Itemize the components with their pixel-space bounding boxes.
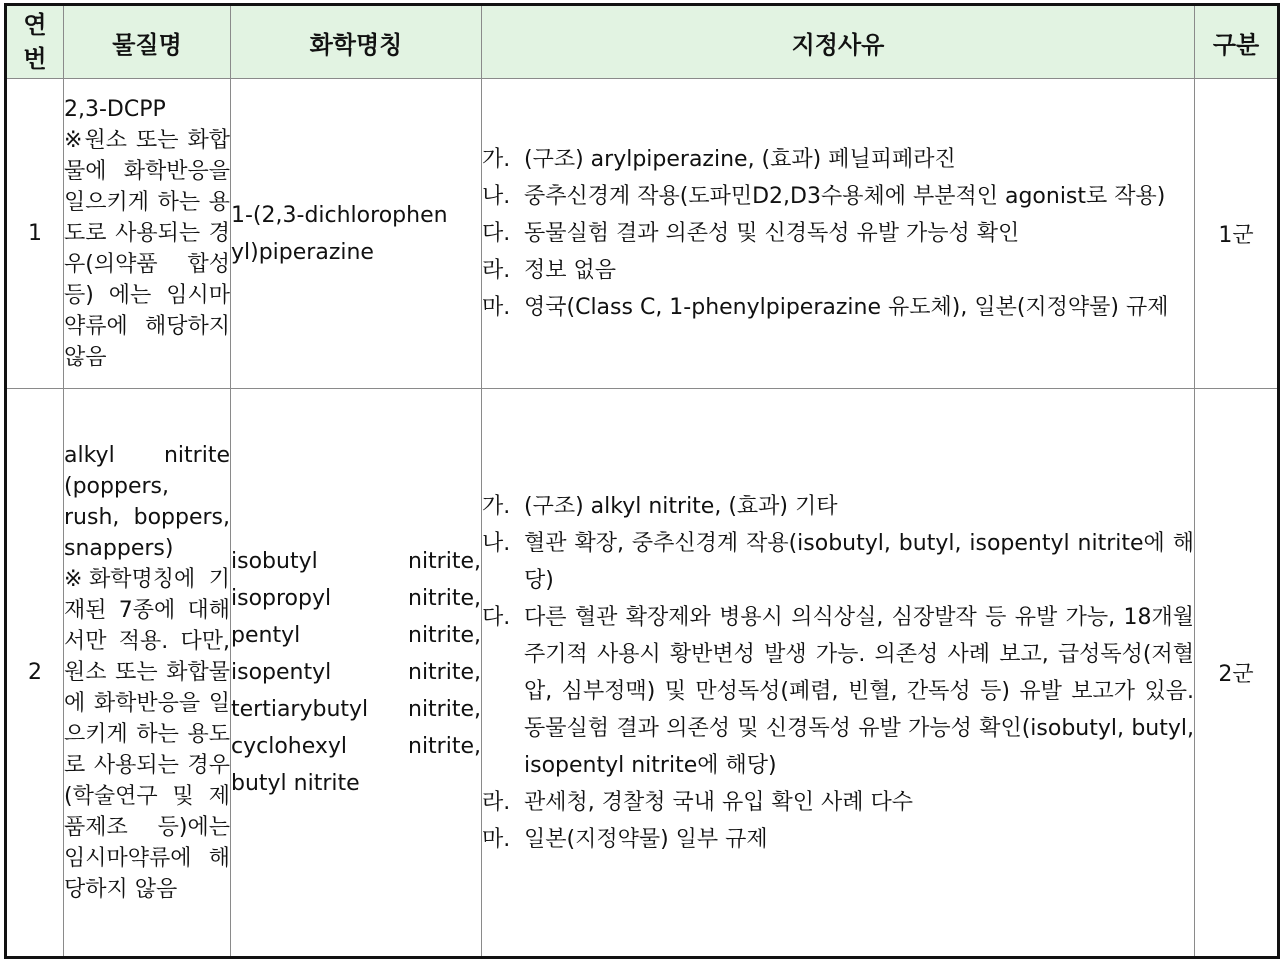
reason-cell xyxy=(482,389,1195,958)
chemical-suffix: nitrite, xyxy=(408,586,481,611)
reason-item xyxy=(482,178,1194,215)
chemical-suffix: nitrite, xyxy=(408,660,481,685)
header-category: 구분 xyxy=(1195,5,1279,79)
chemical-name-line xyxy=(231,728,481,765)
reason-text: 혈관 확장, 중추신경계 작용(isobutyl, butyl, isopentyl nitrite에 해당) xyxy=(524,530,1194,593)
chemical-prefix: cyclohexyl xyxy=(231,734,348,759)
header-substance: 물질명 xyxy=(64,5,231,79)
reason-text: (구조) alkyl nitrite, (효과) 기타 xyxy=(524,493,838,519)
reason-item xyxy=(482,252,1194,289)
chemical-name-cell xyxy=(231,389,482,958)
chemical-prefix: butyl nitrite xyxy=(231,771,360,796)
reason-item xyxy=(482,784,1194,821)
reason-marker: 마. xyxy=(482,295,511,320)
header-row xyxy=(6,5,1279,79)
chemical-suffix: nitrite, xyxy=(408,697,481,722)
reason-marker: 마. xyxy=(482,826,511,852)
chemical-name-line xyxy=(231,580,481,617)
chemical-prefix: isopentyl xyxy=(231,660,332,685)
chemical-name-line xyxy=(231,617,481,654)
reason-text: 관세청, 경찰청 국내 유입 확인 사례 다수 xyxy=(524,789,913,815)
substance-note: ※화학명칭에 기재된 7종에 대해서만 적용. 다만, 원소 또는 화합물에 화학반응을 일으키게 하는 용도로 사용되는 경우(학술연구 및 제품제조 등)에는 임시마약류에 해당하지 않음 xyxy=(64,567,230,902)
reason-item xyxy=(482,141,1194,178)
reason-text: 영국(Class C, 1-phenylpiperazine 유도체), 일본(지정약물) 규제 xyxy=(524,295,1169,320)
chemical-prefix: isobutyl xyxy=(231,549,318,574)
chemical-name-line: 1-(2,3-dichlorophen xyxy=(231,202,448,228)
row-number: 1 xyxy=(6,79,64,389)
chemical-name-line xyxy=(231,691,481,728)
substance-table xyxy=(4,3,1280,959)
reason-item xyxy=(482,215,1194,252)
reason-item xyxy=(482,289,1194,326)
chemical-suffix: nitrite, xyxy=(408,623,481,648)
substance-cell xyxy=(64,79,231,389)
row-number: 2 xyxy=(6,389,64,958)
reason-text: (구조) arylpiperazine, (효과) 페닐피페라진 xyxy=(524,147,956,172)
header-no-line2: 번 xyxy=(23,45,47,73)
header-chemical-name: 화학명칭 xyxy=(231,5,482,79)
reason-marker: 라. xyxy=(482,789,511,815)
chemical-prefix: isopropyl xyxy=(231,586,332,611)
substance-note: ※원소 또는 화합물에 화학반응을 일으키게 하는 용도로 사용되는 경우(의약품 합성 등) 에는 임시마약류에 해당하지 않음 xyxy=(64,128,230,370)
reason-item xyxy=(482,821,1194,858)
substance-cell xyxy=(64,389,231,958)
chemical-prefix: tertiarybutyl xyxy=(231,697,369,722)
reason-text: 중추신경계 작용(도파민D2,D3수용체에 부분적인 agonist로 작용) xyxy=(524,184,1166,209)
category-cell: 2군 xyxy=(1195,389,1279,958)
table-row xyxy=(6,389,1279,958)
chemical-name-line: yl)piperazine xyxy=(231,239,374,265)
reason-marker: 가. xyxy=(482,147,511,172)
reason-text: 동물실험 결과 의존성 및 신경독성 유발 가능성 확인 xyxy=(524,221,1020,246)
table-row xyxy=(6,79,1279,389)
reason-item xyxy=(482,488,1194,525)
chemical-suffix: nitrite, xyxy=(408,734,481,759)
reason-text: 정보 없음 xyxy=(524,258,617,283)
header-reason: 지정사유 xyxy=(482,5,1195,79)
reason-text: 일본(지정약물) 일부 규제 xyxy=(524,826,768,852)
reason-marker: 가. xyxy=(482,493,511,519)
reason-marker: 다. xyxy=(482,221,511,246)
reason-item xyxy=(482,525,1194,599)
chemical-name-cell xyxy=(231,79,482,389)
header-no-line1: 연 xyxy=(23,11,47,39)
chemical-name-line xyxy=(231,654,481,691)
header-no xyxy=(6,5,64,79)
chemical-name-line xyxy=(231,543,481,580)
chemical-name-line xyxy=(231,765,481,802)
category-cell: 1군 xyxy=(1195,79,1279,389)
reason-marker: 다. xyxy=(482,604,511,630)
substance-name: 2,3-DCPP xyxy=(64,97,166,122)
reason-marker: 나. xyxy=(482,530,511,556)
substance-name: alkyl nitrite (poppers, rush, boppers, snappers) xyxy=(64,443,230,561)
chemical-suffix: nitrite, xyxy=(408,549,481,574)
reason-item xyxy=(482,599,1194,784)
reason-marker: 라. xyxy=(482,258,511,283)
reason-text: 다른 혈관 확장제와 병용시 의식상실, 심장발작 등 유발 가능, 18개월 주기적 사용시 황반변성 발생 가능. 의존성 사례 보고, 급성독성(저혈압, 심부정맥) 및 만성독성(폐렴, 빈혈, 간독성 등) 유발 보고가 있음. 동물실험 결과 의존성 및 신경독성 유발 가능성 확인(isobutyl, butyl, isopentyl nitrite에 해당) xyxy=(524,604,1194,778)
chemical-prefix: pentyl xyxy=(231,623,301,648)
reason-marker: 나. xyxy=(482,184,511,209)
reason-cell xyxy=(482,79,1195,389)
